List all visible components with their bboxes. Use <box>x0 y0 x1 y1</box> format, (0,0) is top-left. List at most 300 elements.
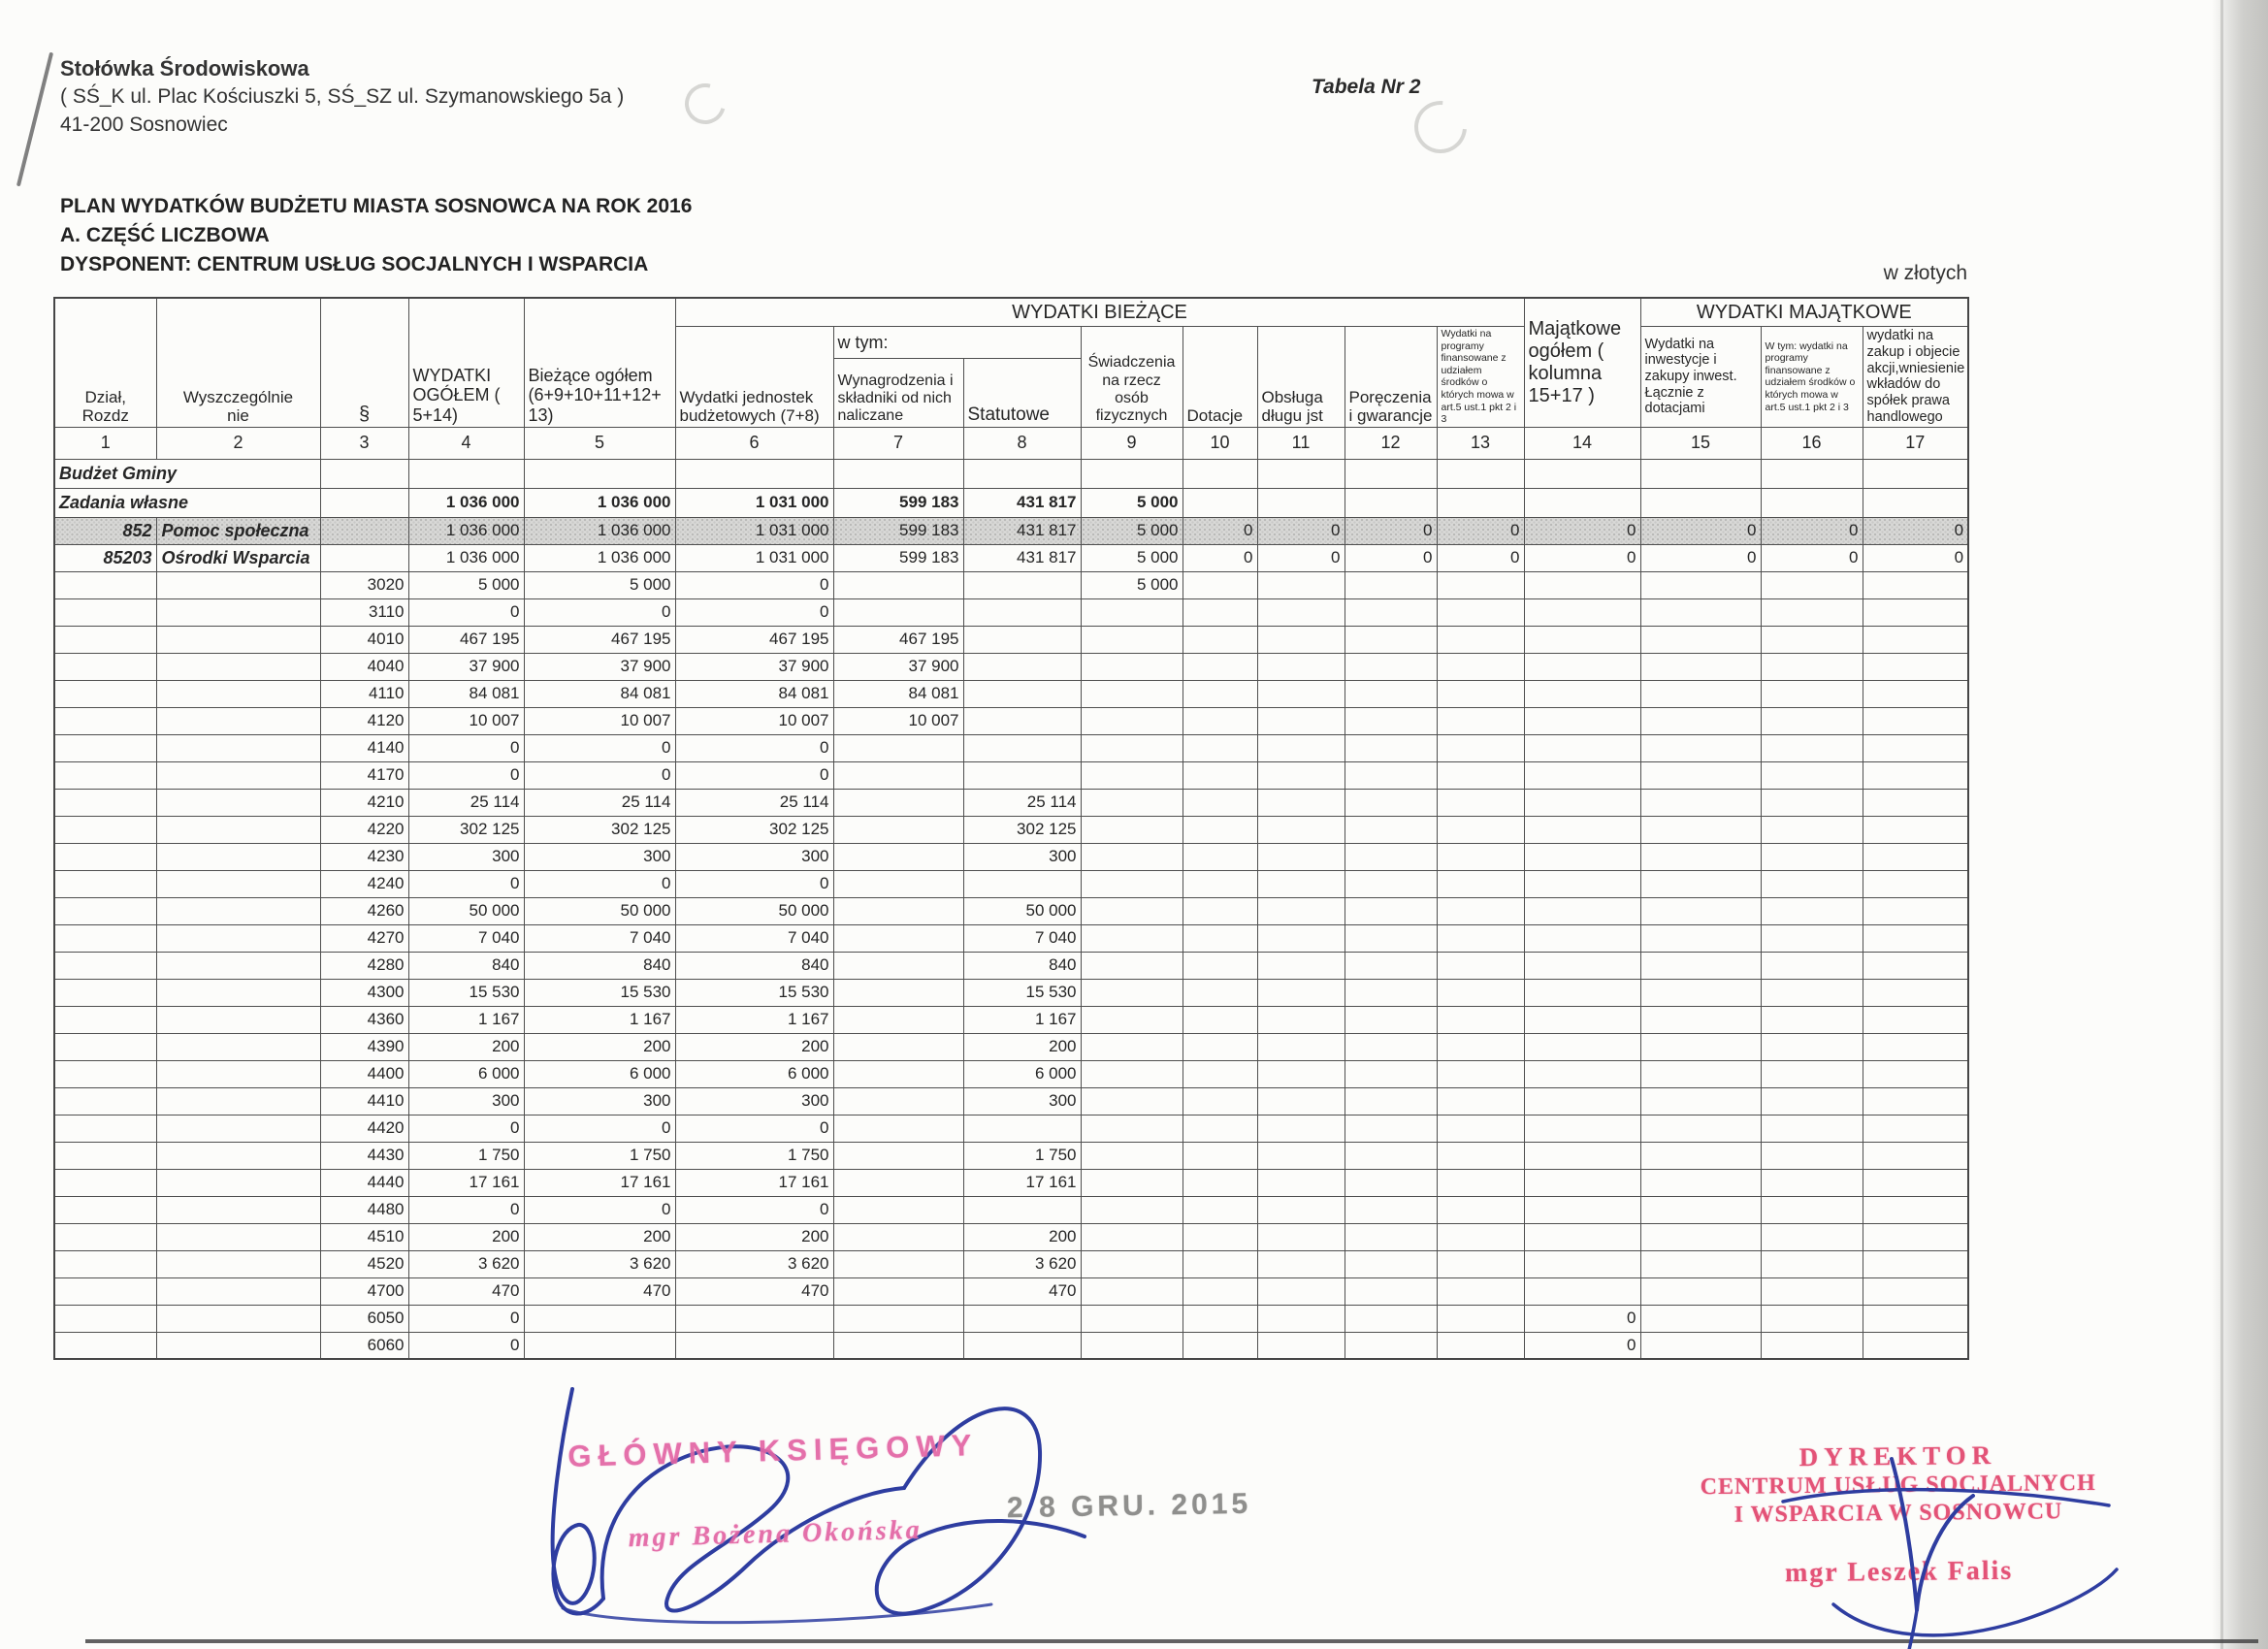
org-header <box>60 54 624 139</box>
cell <box>156 598 320 626</box>
cell: 1 036 000 <box>408 544 524 571</box>
cell: 0 <box>675 571 833 598</box>
cell <box>1640 1060 1761 1087</box>
cell <box>156 870 320 897</box>
table-row <box>54 571 1968 598</box>
cell <box>54 897 156 924</box>
cell: 0 <box>1345 517 1437 544</box>
table-row <box>54 816 1968 843</box>
cell <box>1863 924 1968 952</box>
cell <box>1761 761 1863 789</box>
cell <box>1081 789 1183 816</box>
cell <box>54 789 156 816</box>
cell <box>675 1305 833 1332</box>
cell <box>1640 924 1761 952</box>
cell <box>1640 1033 1761 1060</box>
cell <box>1524 1087 1640 1115</box>
cell: 1 036 000 <box>524 488 675 517</box>
cell: 5 000 <box>1081 571 1183 598</box>
cell <box>833 761 963 789</box>
cell: 6060 <box>320 1332 408 1359</box>
cell <box>1524 761 1640 789</box>
cell <box>1761 1196 1863 1223</box>
cell <box>1761 897 1863 924</box>
cell <box>54 1006 156 1033</box>
cell: 10 007 <box>408 707 524 734</box>
cell <box>1257 598 1345 626</box>
cell <box>54 924 156 952</box>
cell <box>1345 1332 1437 1359</box>
cell: 0 <box>1863 517 1968 544</box>
cell <box>1863 734 1968 761</box>
cell: 4280 <box>320 952 408 979</box>
cell <box>1081 979 1183 1006</box>
cell: 0 <box>524 1115 675 1142</box>
cell: 25 114 <box>408 789 524 816</box>
cell <box>1524 598 1640 626</box>
cell <box>54 598 156 626</box>
column-number: 1 <box>54 427 156 459</box>
table-number-label: Tabela Nr 2 <box>1312 76 1421 98</box>
cell <box>1640 1115 1761 1142</box>
cell <box>1257 843 1345 870</box>
cell <box>156 1006 320 1033</box>
cell <box>54 1087 156 1115</box>
cell <box>156 1277 320 1305</box>
cell <box>833 1277 963 1305</box>
cell: 300 <box>675 843 833 870</box>
cell <box>524 459 675 488</box>
col-header-statutowe: Statutowe <box>963 359 1081 428</box>
cell <box>1863 1250 1968 1277</box>
column-number: 11 <box>1257 427 1345 459</box>
col-header-paragraf: § <box>320 298 408 427</box>
cell: 4010 <box>320 626 408 653</box>
title-line2: A. CZĘŚĆ LICZBOWA <box>60 224 270 246</box>
cell <box>1863 789 1968 816</box>
table-row <box>54 870 1968 897</box>
cell <box>833 1250 963 1277</box>
cell <box>963 870 1081 897</box>
cell: 17 161 <box>524 1169 675 1196</box>
cell <box>1863 1196 1968 1223</box>
cell <box>1345 1142 1437 1169</box>
cell: 0 <box>675 1115 833 1142</box>
cell <box>963 1332 1081 1359</box>
cell <box>1081 1142 1183 1169</box>
cell <box>1640 897 1761 924</box>
cell: 0 <box>408 870 524 897</box>
cell <box>1761 488 1863 517</box>
cell <box>1345 1169 1437 1196</box>
cell <box>1640 843 1761 870</box>
cell: 50 000 <box>963 897 1081 924</box>
header-group-row <box>54 298 1968 327</box>
cell: 4040 <box>320 653 408 680</box>
table-row <box>54 843 1968 870</box>
cell <box>1257 952 1345 979</box>
cell <box>1863 897 1968 924</box>
cell <box>1081 1277 1183 1305</box>
cell: 7 040 <box>524 924 675 952</box>
col-header-poreczenia: Poręczenia i gwarancje <box>1345 327 1437 428</box>
cell <box>675 1332 833 1359</box>
cell <box>833 897 963 924</box>
cell <box>1257 1196 1345 1223</box>
cell: 0 <box>524 1196 675 1223</box>
col-header-wydatki-jednostek: Wydatki jednostek budżetowych (7+8) <box>675 327 833 428</box>
cell <box>156 626 320 653</box>
cell <box>54 979 156 1006</box>
cell: 3020 <box>320 571 408 598</box>
cell <box>156 761 320 789</box>
cell <box>156 680 320 707</box>
cell: 467 195 <box>524 626 675 653</box>
cell: 7 040 <box>408 924 524 952</box>
cell <box>1257 1087 1345 1115</box>
cell: 50 000 <box>524 897 675 924</box>
cell <box>963 761 1081 789</box>
cell: 84 081 <box>524 680 675 707</box>
cell: 37 900 <box>524 653 675 680</box>
cell <box>1183 924 1257 952</box>
cell <box>156 789 320 816</box>
column-number: 14 <box>1524 427 1640 459</box>
cell: Zadania własne <box>54 488 320 517</box>
cell <box>1183 1305 1257 1332</box>
cell <box>1345 1033 1437 1060</box>
cell <box>1345 707 1437 734</box>
cell <box>1081 1006 1183 1033</box>
table-row <box>54 1087 1968 1115</box>
cell <box>1183 979 1257 1006</box>
cell: 85203 <box>54 544 156 571</box>
cell <box>1863 1223 1968 1250</box>
cell <box>833 1087 963 1115</box>
cell: 1 750 <box>675 1142 833 1169</box>
col-header-inwestycje: Wydatki na inwestycje i zakupy inwest. Łącznie z dotacjami <box>1640 327 1761 428</box>
column-number: 9 <box>1081 427 1183 459</box>
cell <box>1081 843 1183 870</box>
cell: 4360 <box>320 1006 408 1033</box>
cell <box>1183 571 1257 598</box>
cell <box>1257 1250 1345 1277</box>
cell <box>1640 571 1761 598</box>
cell: 0 <box>1257 544 1345 571</box>
cell <box>1437 459 1524 488</box>
budget-table-body <box>54 459 1968 1359</box>
cell: 4390 <box>320 1033 408 1060</box>
cell <box>1761 1115 1863 1142</box>
cell <box>963 1115 1081 1142</box>
col-header-dotacje: Dotacje <box>1183 327 1257 428</box>
cell <box>1761 1060 1863 1087</box>
cell: 50 000 <box>408 897 524 924</box>
cell <box>1640 598 1761 626</box>
cell <box>1524 816 1640 843</box>
cell <box>1345 979 1437 1006</box>
subgroup-header-w-tym: w tym: <box>833 327 1081 359</box>
cell <box>1524 924 1640 952</box>
table-row <box>54 1060 1968 1087</box>
cell <box>1863 952 1968 979</box>
cell <box>1257 571 1345 598</box>
cell <box>1863 626 1968 653</box>
cell <box>1863 979 1968 1006</box>
cell <box>1257 1277 1345 1305</box>
cell <box>1345 734 1437 761</box>
cell <box>54 1196 156 1223</box>
cell <box>1437 1277 1524 1305</box>
cell <box>1345 1087 1437 1115</box>
cell <box>1345 1277 1437 1305</box>
cell <box>1081 1196 1183 1223</box>
table-row <box>54 517 1968 544</box>
cell <box>1524 707 1640 734</box>
cell: 302 125 <box>963 816 1081 843</box>
org-name: Stołówka Środowiskowa <box>60 56 309 81</box>
cell <box>963 707 1081 734</box>
table-row <box>54 653 1968 680</box>
cell <box>1640 1305 1761 1332</box>
cell: 5 000 <box>1081 488 1183 517</box>
cell <box>1345 1250 1437 1277</box>
cell <box>1524 1196 1640 1223</box>
cell <box>1437 680 1524 707</box>
column-number: 8 <box>963 427 1081 459</box>
cell <box>1183 707 1257 734</box>
cell <box>408 459 524 488</box>
cell <box>1345 870 1437 897</box>
cell <box>1345 1305 1437 1332</box>
col-header-wynagrodzenia: Wynagrodzenia i składniki od nich naliczane <box>833 359 963 428</box>
cell <box>54 1250 156 1277</box>
cell: 302 125 <box>408 816 524 843</box>
cell <box>156 1060 320 1087</box>
cell: 4440 <box>320 1169 408 1196</box>
cell <box>1640 626 1761 653</box>
director-stamp-org1: CENTRUM USŁUG SOCJALNYCH <box>1700 1470 2096 1501</box>
column-number: 12 <box>1345 427 1437 459</box>
cell <box>1257 979 1345 1006</box>
cell <box>1863 1115 1968 1142</box>
cell <box>1257 1060 1345 1087</box>
cell <box>1345 897 1437 924</box>
cell: 200 <box>524 1223 675 1250</box>
col-header-wyszczegolnienie: Wyszczególnienie <box>156 298 320 427</box>
cell <box>1437 789 1524 816</box>
cell <box>1183 459 1257 488</box>
cell <box>963 598 1081 626</box>
cell <box>1257 789 1345 816</box>
cell <box>833 1033 963 1060</box>
column-number-row <box>54 427 1968 459</box>
table-row <box>54 734 1968 761</box>
cell <box>833 843 963 870</box>
cell <box>1257 1169 1345 1196</box>
cell <box>1640 1169 1761 1196</box>
cell <box>833 870 963 897</box>
cell <box>54 707 156 734</box>
cell <box>1081 1223 1183 1250</box>
cell: 302 125 <box>524 816 675 843</box>
cell <box>963 1305 1081 1332</box>
cell: 1 167 <box>524 1006 675 1033</box>
cell <box>833 598 963 626</box>
cell <box>1640 789 1761 816</box>
table-row <box>54 598 1968 626</box>
cell <box>1524 870 1640 897</box>
cell: 4230 <box>320 843 408 870</box>
table-row <box>54 1169 1968 1196</box>
cell <box>1761 680 1863 707</box>
cell <box>1761 1277 1863 1305</box>
table-row <box>54 1223 1968 1250</box>
column-number: 4 <box>408 427 524 459</box>
cell <box>1761 924 1863 952</box>
cell <box>1081 653 1183 680</box>
cell: 300 <box>963 843 1081 870</box>
cell: 0 <box>524 734 675 761</box>
cell <box>1183 1250 1257 1277</box>
cell <box>1761 1006 1863 1033</box>
cell <box>1345 1223 1437 1250</box>
director-signature-scribble <box>1775 1451 2124 1649</box>
cell: 1 031 000 <box>675 544 833 571</box>
cell <box>1524 979 1640 1006</box>
cell <box>156 897 320 924</box>
col-header-zakup-akcji: wydatki na zakup i objecie akcji,wniesienie wkładów do spółek prawa handlowego <box>1863 327 1968 428</box>
cell: 470 <box>675 1277 833 1305</box>
col-header-majatkowe-ogolem: Majątkowe ogółem ( kolumna 15+17 ) <box>1524 298 1640 427</box>
cell <box>156 1332 320 1359</box>
cell: 1 036 000 <box>524 517 675 544</box>
cell: Ośrodki Wsparcia <box>156 544 320 571</box>
cell: 467 195 <box>833 626 963 653</box>
cell: 4410 <box>320 1087 408 1115</box>
cell <box>156 707 320 734</box>
cell: 0 <box>408 734 524 761</box>
table-row <box>54 1305 1968 1332</box>
cell: 37 900 <box>408 653 524 680</box>
cell <box>1524 1142 1640 1169</box>
cell <box>54 952 156 979</box>
cell <box>1437 761 1524 789</box>
cell <box>1640 653 1761 680</box>
cell <box>1524 952 1640 979</box>
cell <box>1345 571 1437 598</box>
title-line1: PLAN WYDATKÓW BUDŻETU MIASTA SOSNOWCA NA ROK 2016 <box>60 195 693 217</box>
cell: 84 081 <box>408 680 524 707</box>
cell: 4510 <box>320 1223 408 1250</box>
cell <box>1863 843 1968 870</box>
cell: 0 <box>1761 544 1863 571</box>
column-number: 15 <box>1640 427 1761 459</box>
cell <box>1081 598 1183 626</box>
cell <box>1183 1142 1257 1169</box>
cell: 25 114 <box>963 789 1081 816</box>
cell <box>1640 1006 1761 1033</box>
accountant-stamp-title: GŁÓWNY KSIĘGOWY <box>567 1428 979 1473</box>
cell <box>1183 952 1257 979</box>
column-number: 13 <box>1437 427 1524 459</box>
cell: 470 <box>524 1277 675 1305</box>
cell <box>833 1223 963 1250</box>
cell <box>1863 1332 1968 1359</box>
cell <box>1761 1305 1863 1332</box>
cell: 5 000 <box>524 571 675 598</box>
table-row <box>54 1332 1968 1359</box>
col-header-dzial: Dział, Rozdz <box>54 298 156 427</box>
col-header-swiadczenia: Świadczenia na rzecz osób fizycznych <box>1081 327 1183 428</box>
cell <box>1640 952 1761 979</box>
accountant-stamp <box>452 1425 1095 1559</box>
table-row <box>54 626 1968 653</box>
cell <box>1524 571 1640 598</box>
cell: 0 <box>1640 544 1761 571</box>
cell: 467 195 <box>408 626 524 653</box>
cell <box>156 979 320 1006</box>
cell <box>1524 789 1640 816</box>
column-number: 17 <box>1863 427 1968 459</box>
cell: 4140 <box>320 734 408 761</box>
cell <box>1081 1087 1183 1115</box>
cell: 4300 <box>320 979 408 1006</box>
cell <box>1081 459 1183 488</box>
cell: 0 <box>1437 517 1524 544</box>
cell <box>1640 680 1761 707</box>
cell <box>1081 707 1183 734</box>
cell: 1 031 000 <box>675 517 833 544</box>
cell: 37 900 <box>833 653 963 680</box>
table-row <box>54 1142 1968 1169</box>
cell <box>1640 1332 1761 1359</box>
cell: 200 <box>963 1223 1081 1250</box>
cell <box>1081 952 1183 979</box>
cell <box>963 734 1081 761</box>
cell <box>1257 459 1345 488</box>
cell <box>1257 870 1345 897</box>
cell: 0 <box>1640 517 1761 544</box>
cell <box>833 816 963 843</box>
cell: 0 <box>408 598 524 626</box>
director-stamp-org2: I WSPARCIA W SOSNOWCU <box>1733 1499 2063 1528</box>
cell <box>1437 1305 1524 1332</box>
cell <box>1863 1277 1968 1305</box>
cell: 0 <box>1257 517 1345 544</box>
cell <box>1863 1033 1968 1060</box>
cell: 200 <box>675 1223 833 1250</box>
cell <box>1863 1169 1968 1196</box>
cell <box>1437 1196 1524 1223</box>
cell <box>1081 1060 1183 1087</box>
cell <box>1345 598 1437 626</box>
cell <box>1437 1087 1524 1115</box>
cell <box>1640 1223 1761 1250</box>
cell <box>1345 1006 1437 1033</box>
cell <box>1437 707 1524 734</box>
cell <box>1081 626 1183 653</box>
table-row <box>54 1006 1968 1033</box>
cell <box>54 870 156 897</box>
column-number: 7 <box>833 427 963 459</box>
cell <box>963 626 1081 653</box>
cell <box>1081 761 1183 789</box>
cell <box>54 571 156 598</box>
column-number: 16 <box>1761 427 1863 459</box>
cell <box>1345 816 1437 843</box>
cell <box>156 1169 320 1196</box>
